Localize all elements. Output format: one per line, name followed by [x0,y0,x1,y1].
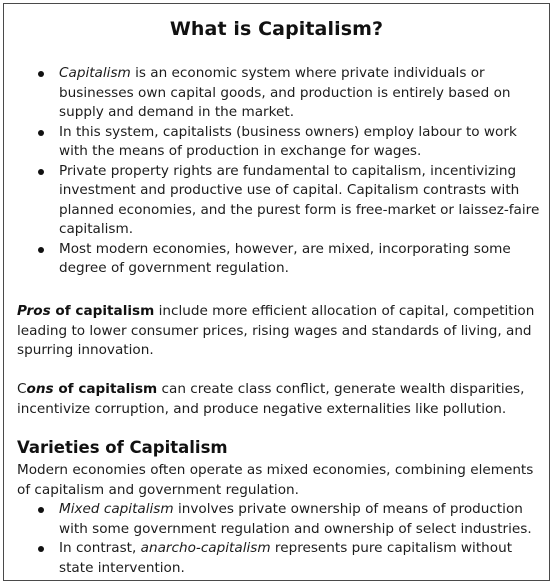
pros-paragraph [17,302,545,361]
varieties-intro: Modern economies often operate as mixed economies, combining elements of capitalism and government regulation. [17,462,534,498]
cons-paragraph [17,380,545,419]
page-title: What is Capitalism? [169,18,384,40]
list-item-pre: In contrast, [59,540,141,556]
list-item-text: Most modern economies, however, are mixed, incorporating some degree of government regulation. [59,240,511,276]
cons-lead [27,381,158,397]
list-item-text: is an economic system where private individuals or businesses own capital goods, and production is entirely based on supply and demand in the market. [59,65,511,120]
list-item [4,123,549,162]
varieties-bullet-list [4,500,549,578]
cons-text: can create class conflict, generate wealth disparities, incentivize corruption, and produce negative externalities like pollution. [17,381,525,417]
document-card [3,3,550,581]
cons-lead-rest: of capitalism [53,381,158,397]
list-item [4,500,549,539]
intro-bullet-list [4,64,549,279]
term-mixed-capitalism: Mixed capitalism [59,501,174,517]
pros-lead-rest: of capitalism [50,303,155,319]
cons-lead-plain: C [17,381,27,397]
pros-lead-italic: Pros [17,303,51,319]
list-item-text: represents pure capitalism without state intervention. [59,540,513,576]
list-item-text: In this system, capitalists (business owners) employ labour to work with the means of production in exchange for wages. [59,123,517,159]
list-item-text: Private property rights are fundamental to capitalism, incentivizing investment and productive use of capital. Capitalism contrasts with planned economies, and the purest form is free-market or laissez-faire capitalism. [59,162,540,237]
pros-lead [17,303,154,319]
list-item [4,162,549,240]
list-item [4,240,549,279]
list-item [4,539,549,578]
pros-text: include more efficient allocation of capital, competition leading to lower consumer prices, rising wages and standards of living, and spurring innovation. [17,303,535,358]
list-item [4,64,549,123]
term-capitalism: Capitalism [59,65,131,81]
list-item-text: involves private ownership of means of production with some government regulation and ownership of select industries. [59,501,532,537]
varieties-heading: Varieties of Capitalism [17,438,228,457]
term-anarcho-capitalism: anarcho-capitalism [140,540,271,556]
cons-lead-italic: ons [26,381,54,397]
